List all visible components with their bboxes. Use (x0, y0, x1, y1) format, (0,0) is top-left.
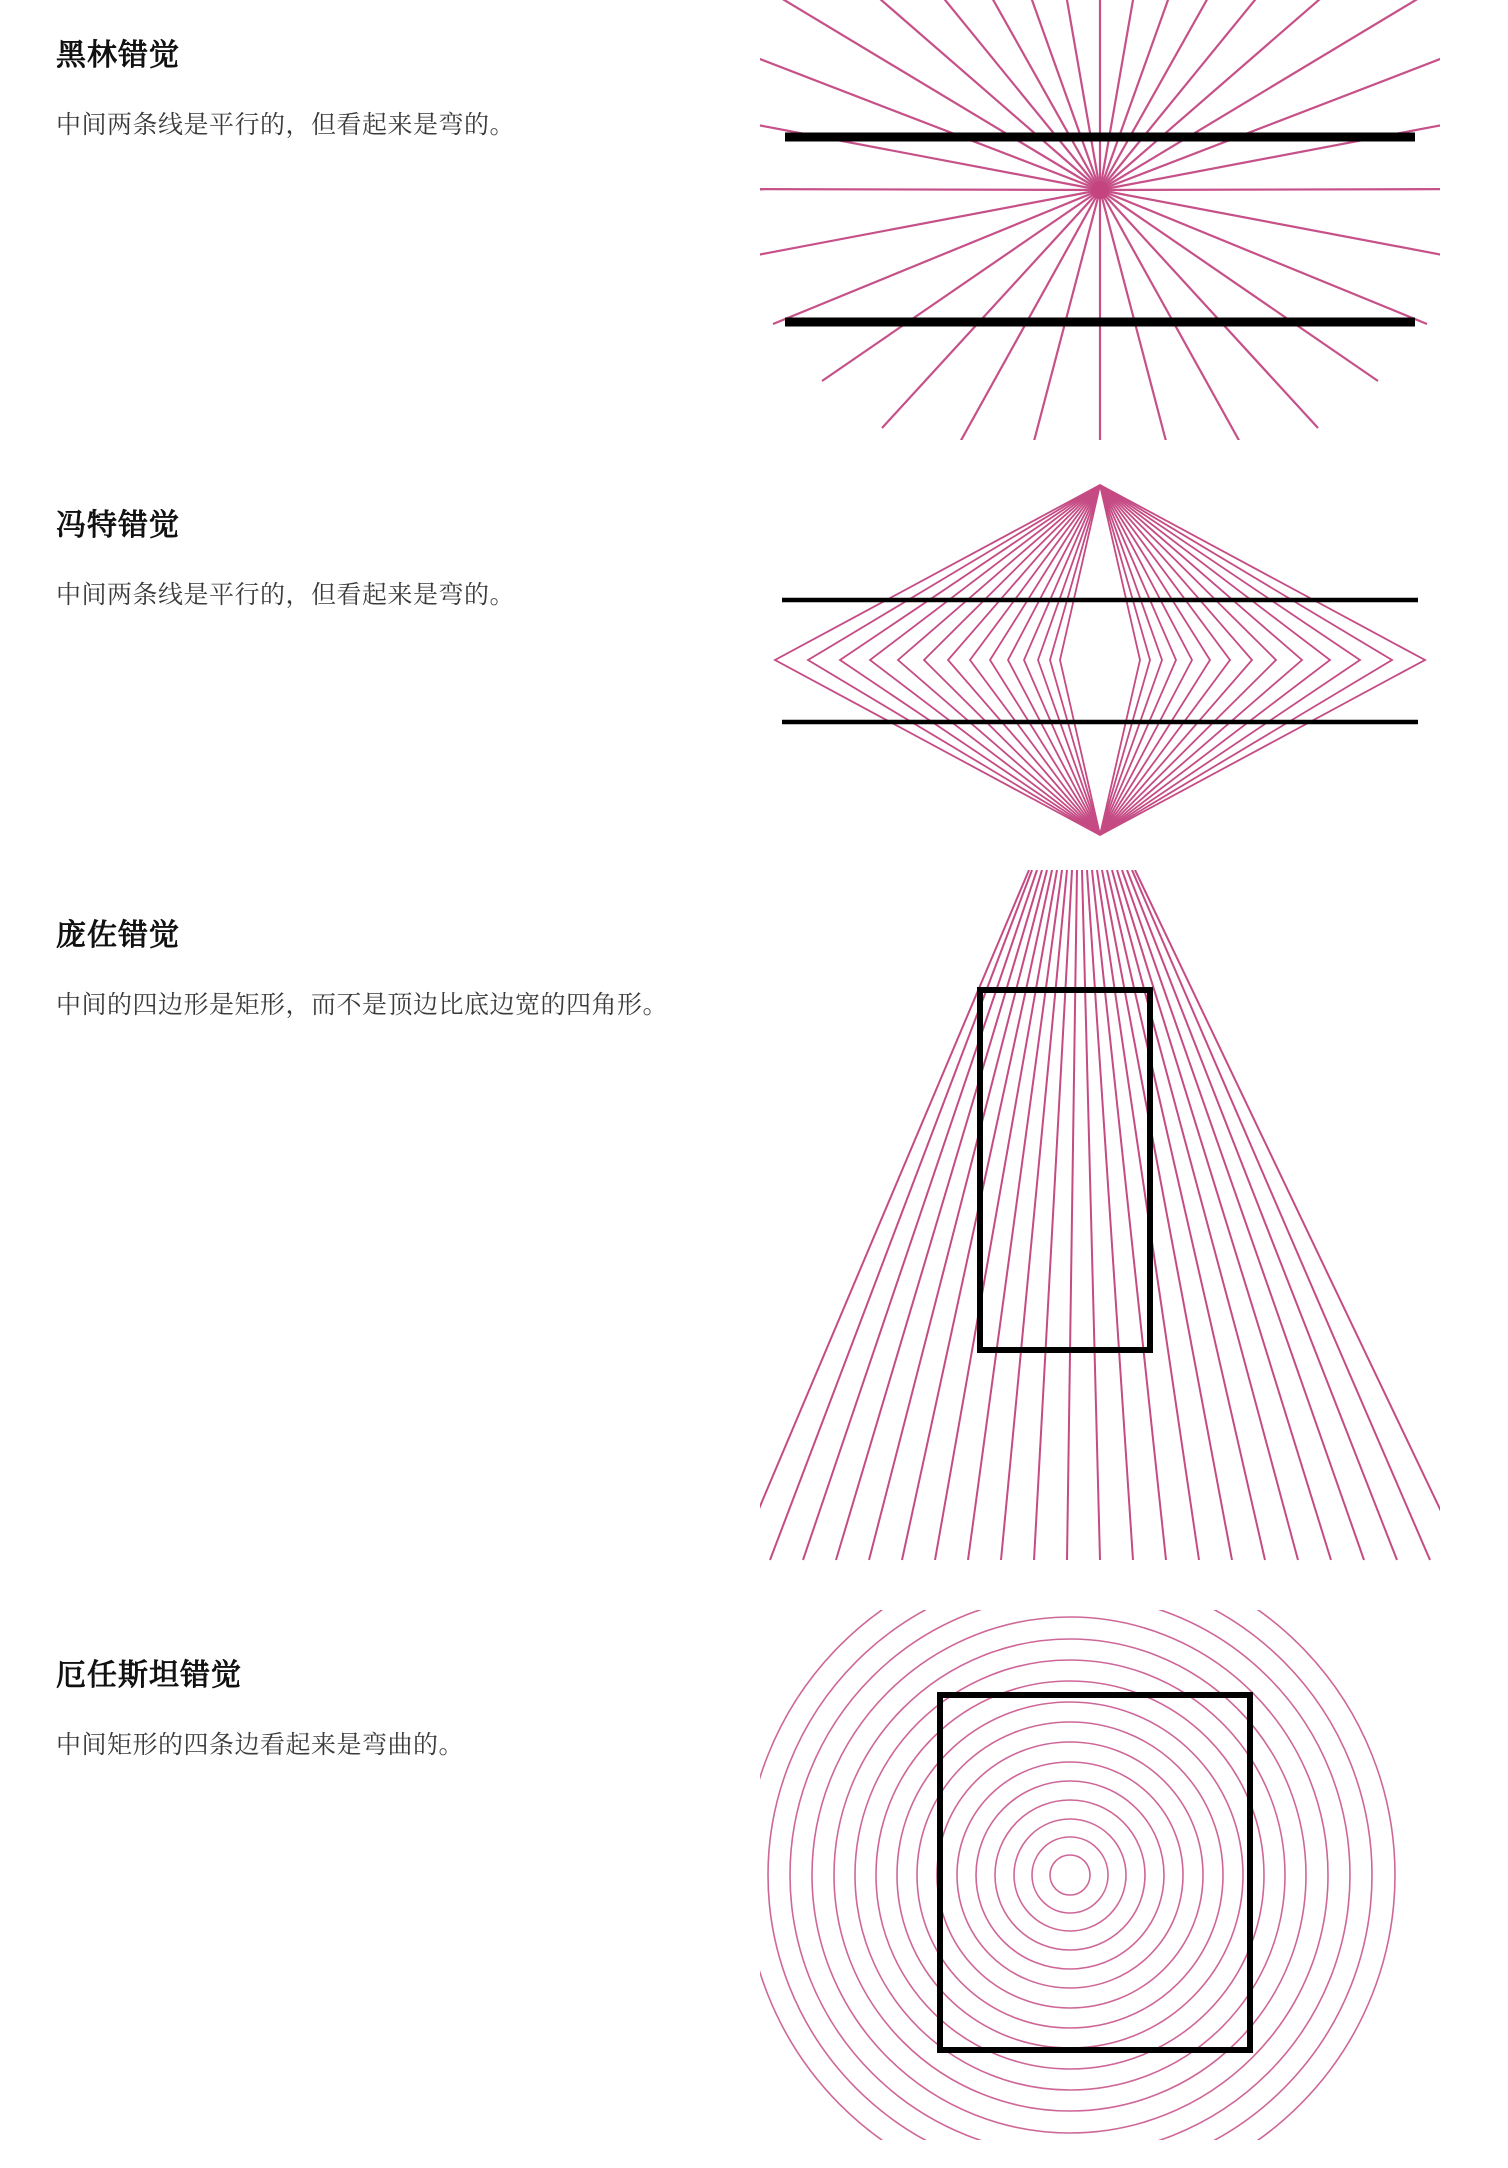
wundt-fans (775, 485, 1425, 835)
rays-center-dot (1091, 181, 1109, 199)
wundt-illusion-graphic (760, 460, 1440, 860)
section-description: 中间两条线是平行的，但看起来是弯的。 (56, 111, 516, 139)
section-title: 黑林错觉 (56, 39, 180, 72)
orbison-svg (760, 1610, 1440, 2140)
section-title: 厄任斯坦错觉 (56, 1659, 242, 1692)
section-ponzo (0, 890, 1508, 1630)
section-title: 庞佐错觉 (56, 919, 180, 952)
section-title: 冯特错觉 (56, 509, 180, 542)
ponzo-illusion-graphic (760, 870, 1440, 1590)
section-description: 中间的四边形是矩形，而不是顶边比底边宽的四角形。 (56, 991, 669, 1019)
wundt-svg (760, 460, 1440, 860)
concentric-circles (760, 1610, 1395, 2140)
section-orbison (0, 1630, 1508, 2168)
hering-illusion-graphic (760, 0, 1440, 440)
section-wundt-figure (780, 470, 1508, 890)
section-ponzo-figure (780, 890, 1508, 1630)
orbison-illusion-graphic (760, 1610, 1440, 2140)
section-hering-text (0, 0, 780, 148)
section-orbison-text (0, 1630, 780, 1768)
section-ponzo-text (0, 890, 780, 1028)
hering-svg (760, 0, 1440, 440)
section-description: 中间矩形的四条边看起来是弯曲的。 (56, 1731, 465, 1759)
ponzo-svg (760, 870, 1440, 1590)
radiating-rays (760, 0, 1440, 440)
section-hering-figure (780, 0, 1508, 470)
section-hering (0, 0, 1508, 470)
section-orbison-figure (780, 1630, 1508, 2168)
converging-rays (760, 870, 1440, 1560)
section-wundt-text (0, 470, 780, 618)
section-wundt (0, 470, 1508, 890)
section-description: 中间两条线是平行的，但看起来是弯的。 (56, 581, 516, 609)
